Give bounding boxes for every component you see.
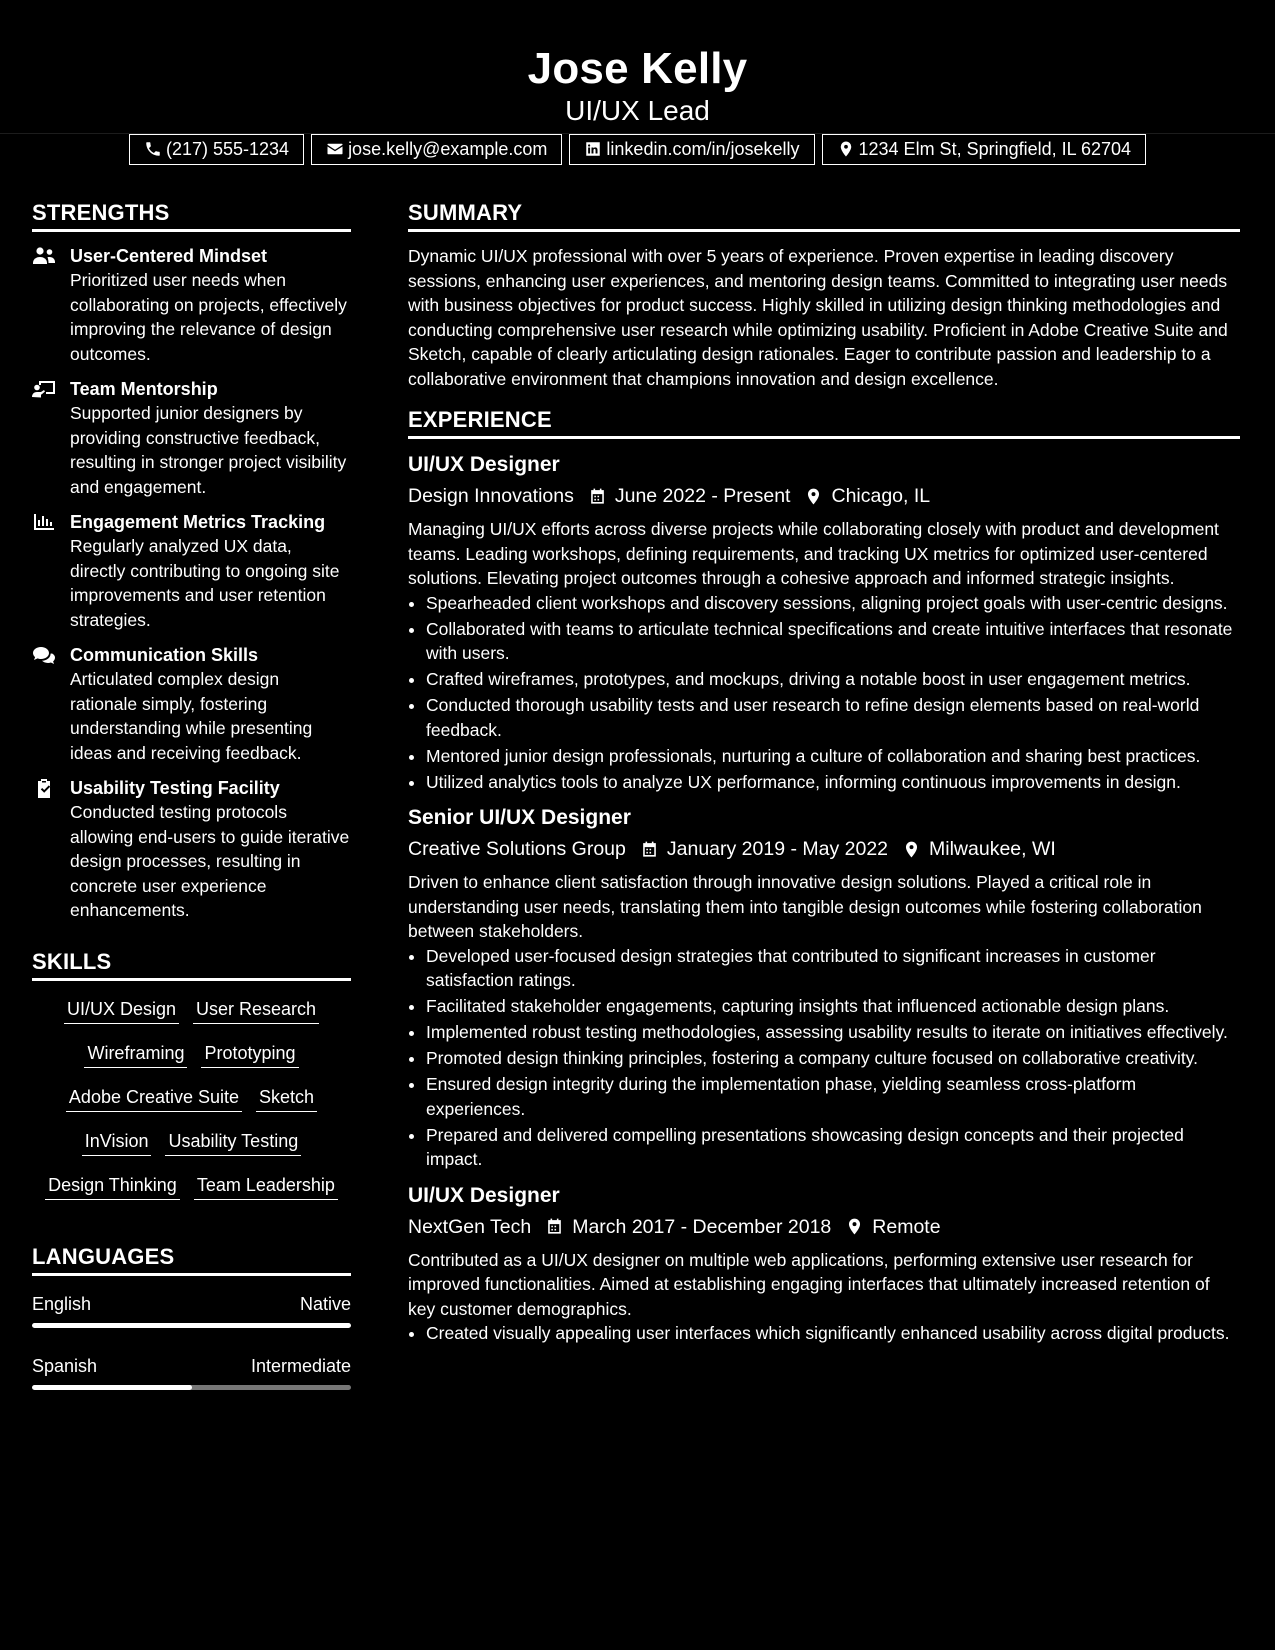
phone-icon bbox=[144, 140, 162, 158]
linkedin-icon bbox=[584, 140, 602, 158]
job-company: Creative Solutions Group bbox=[408, 838, 626, 860]
contact-email-text: jose.kelly@example.com bbox=[348, 139, 548, 159]
contact-address[interactable] bbox=[822, 134, 1147, 165]
skill-row bbox=[32, 997, 351, 1024]
languages-heading: LANGUAGES bbox=[32, 1242, 351, 1276]
language-proficiency-fill bbox=[32, 1385, 192, 1390]
job-bullet: • Prepared and delivered compelling presentations showcasing design concepts and their projected impact. bbox=[426, 1123, 1240, 1172]
language-level: Intermediate bbox=[250, 1355, 351, 1376]
strength-title: User-Centered Mindset bbox=[70, 246, 268, 266]
candidate-title: UI/UX Lead bbox=[565, 95, 710, 126]
language-proficiency-bar bbox=[32, 1323, 351, 1328]
job-location: Chicago, IL bbox=[831, 485, 931, 507]
resume-header bbox=[0, 0, 1275, 159]
strength-title: Team Mentorship bbox=[70, 379, 218, 399]
job-entry bbox=[408, 1182, 1240, 1346]
job-title: UI/UX Designer bbox=[408, 453, 560, 476]
language-name: Spanish bbox=[32, 1355, 98, 1376]
calendar-icon bbox=[640, 840, 659, 859]
skill-tag: UI/UX Design bbox=[64, 997, 179, 1024]
skill-tag: InVision bbox=[82, 1129, 152, 1156]
skills-heading: SKILLS bbox=[32, 947, 351, 981]
experience-list bbox=[408, 451, 1240, 1346]
job-bullet: • Spearheaded client workshops and discovery sessions, aligning project goals with user-centric designs. bbox=[426, 591, 1240, 616]
job-entry bbox=[408, 804, 1240, 1172]
strength-item bbox=[32, 377, 351, 499]
job-description: Managing UI/UX efforts across diverse projects while collaborating closely with product and development teams. Leading workshops, defining requirements, and tracking UX metrics for optimized user-centered solutions. Elevating project outcomes through a cohesive approach and informed strategic insights. bbox=[408, 519, 1219, 588]
job-description: Driven to enhance client satisfaction through innovative design solutions. Played a critical role in understanding user needs, translating them into tangible design outcomes while fostering collaboration between stakeholders. bbox=[408, 872, 1202, 941]
skill-tag: Adobe Creative Suite bbox=[66, 1085, 242, 1112]
chalkboard-teacher-icon bbox=[32, 379, 56, 399]
skill-row bbox=[32, 1041, 351, 1068]
right-column bbox=[408, 198, 1240, 1356]
contact-phone[interactable] bbox=[129, 134, 304, 165]
job-bullets bbox=[408, 591, 1240, 795]
strength-item bbox=[32, 510, 351, 632]
strength-desc: Regularly analyzed UX data, directly contributing to ongoing site improvements and user retention strategies. bbox=[70, 536, 340, 630]
language-proficiency-fill bbox=[32, 1323, 351, 1328]
job-description: Contributed as a UI/UX designer on multiple web applications, performing extensive user research for improved functionalities. Aimed at establishing engaging interfaces that ultimately increased retention of key customer demographics. bbox=[408, 1249, 1210, 1319]
candidate-name: Jose Kelly bbox=[527, 44, 748, 93]
skill-tag: User Research bbox=[193, 997, 319, 1024]
contact-email[interactable] bbox=[311, 134, 562, 165]
strength-desc: Conducted testing protocols allowing end-users to guide iterative design processes, resulting in concrete user experience enhancements. bbox=[70, 802, 350, 920]
job-dates: June 2022 - Present bbox=[614, 485, 791, 507]
job-entry bbox=[408, 451, 1240, 794]
job-bullets bbox=[408, 1321, 1240, 1346]
contact-address-text: 1234 Elm St, Springfield, IL 62704 bbox=[858, 139, 1132, 159]
calendar-icon bbox=[588, 487, 607, 506]
job-bullet: • Implemented robust testing methodologies, assessing usability results to iterate on initiatives effectively. bbox=[426, 1020, 1240, 1045]
job-bullet: • Utilized analytics tools to analyze UX performance, informing continuous improvements in design. bbox=[426, 770, 1240, 795]
map-pin-icon bbox=[902, 840, 921, 859]
strength-item bbox=[32, 643, 351, 765]
contact-phone-text: (217) 555-1234 bbox=[165, 139, 290, 159]
job-bullet: • Collaborated with teams to articulate technical specifications and create intuitive interfaces that resonate with users. bbox=[426, 617, 1240, 666]
contact-linkedin[interactable] bbox=[569, 134, 814, 165]
skills-list bbox=[32, 997, 351, 1200]
strength-desc: Prioritized user needs when collaborating on projects, effectively improving the relevance of design outcomes. bbox=[70, 270, 347, 364]
experience-heading: EXPERIENCE bbox=[408, 405, 1240, 439]
job-bullets bbox=[408, 944, 1240, 1172]
contact-linkedin-text: linkedin.com/in/josekelly bbox=[606, 139, 800, 159]
map-pin-icon bbox=[837, 140, 855, 158]
strength-item bbox=[32, 244, 351, 366]
job-bullet: • Promoted design thinking principles, fostering a company culture focused on collaborative creativity. bbox=[426, 1046, 1240, 1071]
job-location: Milwaukee, WI bbox=[929, 838, 1056, 860]
language-level: Native bbox=[299, 1293, 351, 1314]
job-meta bbox=[408, 481, 1240, 511]
language-item bbox=[32, 1354, 351, 1390]
strength-title: Engagement Metrics Tracking bbox=[70, 512, 326, 532]
skill-row bbox=[32, 1085, 351, 1112]
job-dates: January 2019 - May 2022 bbox=[666, 838, 889, 860]
skill-tag: Wireframing bbox=[84, 1041, 187, 1068]
skill-tag: Design Thinking bbox=[45, 1173, 180, 1200]
job-title: UI/UX Designer bbox=[408, 1183, 560, 1207]
job-bullet: • Developed user-focused design strategies that contributed to significant increases in customer satisfaction ratings. bbox=[426, 944, 1240, 993]
skill-tag: Sketch bbox=[256, 1085, 317, 1112]
strengths-heading: STRENGTHS bbox=[32, 198, 351, 232]
skill-row bbox=[32, 1173, 351, 1200]
job-meta bbox=[408, 1212, 1240, 1242]
language-item bbox=[32, 1292, 351, 1328]
job-bullet: • Ensured design integrity during the implementation phase, yielding seamless cross-platform experiences. bbox=[426, 1072, 1240, 1121]
skill-tag: Team Leadership bbox=[194, 1173, 338, 1200]
skill-tag: Usability Testing bbox=[165, 1129, 301, 1156]
job-company: NextGen Tech bbox=[408, 1215, 532, 1238]
job-bullet: • Facilitated stakeholder engagements, capturing insights that influenced actionable design plans. bbox=[426, 994, 1240, 1019]
map-pin-icon bbox=[845, 1217, 864, 1236]
job-location: Remote bbox=[872, 1215, 941, 1238]
map-pin-icon bbox=[804, 487, 823, 506]
job-meta bbox=[408, 834, 1240, 864]
users-icon bbox=[32, 246, 56, 266]
strength-title: Communication Skills bbox=[70, 645, 259, 665]
summary-heading: SUMMARY bbox=[408, 198, 1240, 232]
calendar-icon bbox=[545, 1217, 564, 1236]
contact-bar bbox=[0, 134, 1275, 165]
envelope-icon bbox=[326, 140, 344, 158]
job-bullet: • Mentored junior design professionals, nurturing a culture of collaboration and sharing best practices. bbox=[426, 744, 1240, 769]
strength-desc: Articulated complex design rationale simply, fostering understanding while presenting ideas and receiving feedback. bbox=[70, 669, 313, 763]
clipboard-check-icon bbox=[32, 778, 56, 798]
strength-title: Usability Testing Facility bbox=[70, 778, 280, 798]
job-company: Design Innovations bbox=[408, 485, 574, 507]
job-bullet: • Crafted wireframes, prototypes, and mockups, driving a notable boost in user engagement metrics. bbox=[426, 667, 1240, 692]
summary-text: Dynamic UI/UX professional with over 5 years of experience. Proven expertise in leading discovery sessions, enhancing user experiences, and mentoring design teams. Committed to integrating user needs with business objectives for product success. Highly skilled in utilizing design thinking methodologies and conducting comprehensive user research while optimizing usability. Proficient in Adobe Creative Suite and Sketch, capable of clearly articulating design rationales. Eager to contribute passion and leadership to a collaborative environment that champions innovation and design excellence. bbox=[408, 246, 1228, 389]
job-bullet: • Created visually appealing user interfaces which significantly enhanced usability across digital products. bbox=[426, 1321, 1240, 1346]
language-name: English bbox=[32, 1293, 92, 1314]
language-proficiency-bar bbox=[32, 1385, 351, 1390]
job-dates: March 2017 - December 2018 bbox=[572, 1215, 832, 1238]
strength-desc: Supported junior designers by providing constructive feedback, resulting in stronger project visibility and engagement. bbox=[70, 403, 347, 497]
skill-row bbox=[32, 1129, 351, 1156]
chart-bar-icon bbox=[32, 512, 56, 532]
skill-tag: Prototyping bbox=[201, 1041, 298, 1068]
left-column bbox=[32, 198, 351, 1416]
job-title: Senior UI/UX Designer bbox=[408, 806, 631, 829]
comments-icon bbox=[32, 645, 56, 665]
strength-item bbox=[32, 776, 351, 923]
job-bullet: • Conducted thorough usability tests and user research to refine design elements based on real-world feedback. bbox=[426, 693, 1240, 742]
